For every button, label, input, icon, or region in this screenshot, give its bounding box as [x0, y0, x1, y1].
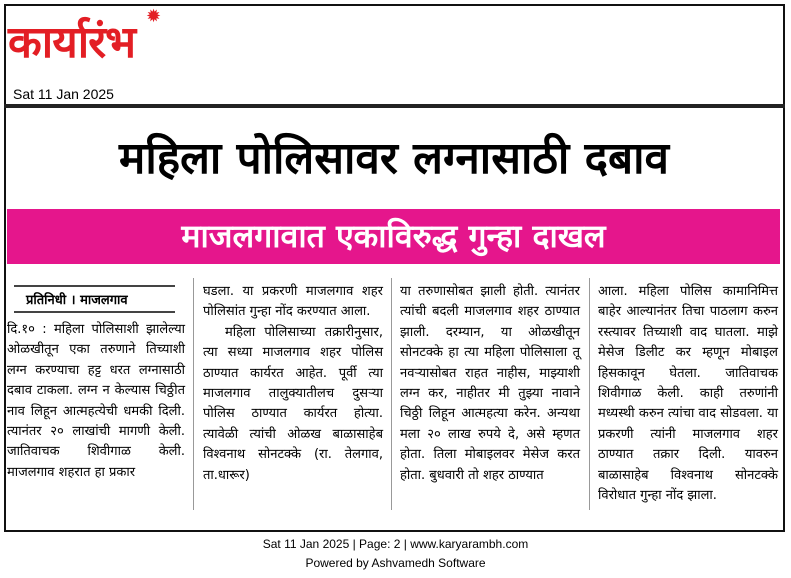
byline: प्रतिनिधी । माजलगाव — [14, 285, 175, 313]
paragraph: आला. महिला पोलिस कामानिमित्त बाहेर आल्यानंतर तिचा पाठलाग करुन रस्त्यावर तिच्याशी वाद घातला. माझे मेसेज डिलीट कर म्हणून मोबाइल हिसकावून घेतला. जातिवाचक शिवीगाळ केली. काही तरुणांनी मध्यस्थी करुन त्यांचा वाद सोडवला. या प्रकरणी त्यांनी माजलगाव शहर ठाण्यात तक्रार दिली. यावरुन बाळासाहेब विश्वनाथ सोनटक्के विरोधात गुन्हा नोंद झाला. — [598, 284, 778, 504]
logo-text: कार्यारंभ — [8, 17, 136, 68]
article-column-1 — [7, 320, 185, 483]
paragraph: घडला. या प्रकरणी माजलगाव शहर पोलिसांत गुन्हा नोंद करण्यात आला. — [203, 284, 383, 320]
column-divider — [391, 278, 392, 510]
article-column-2 — [203, 282, 383, 486]
column-divider — [589, 278, 590, 510]
column-divider — [193, 278, 194, 510]
article-column-3 — [400, 282, 580, 486]
paragraph: दि.१० : महिला पोलिसाशी झालेल्या ओळखीतून एका तरुणाने तिच्याशी लग्न करण्याचा हट्ट धरत लग्नासाठी दबाव टाकला. लग्न न केल्यास चिठ्ठीत नाव लिहून आत्महत्येची धमकी दिली. त्यानंतर २० लाखांची मागणी केली. जातिवाचक शिवीगाळ केली. माजलगाव शहरात हा प्रकार — [7, 322, 185, 480]
subheadline-banner — [7, 209, 780, 264]
article-subheadline: माजलगावात एकाविरुद्ध गुन्हा दाखल — [181, 217, 606, 255]
article-column-4 — [598, 282, 778, 506]
publication-logo — [8, 6, 161, 82]
footer-credit: Powered by Ashvamedh Software — [305, 556, 486, 570]
sun-icon: ✹ — [146, 6, 161, 27]
header-divider — [4, 104, 785, 108]
article-headline: महिला पोलिसावर लग्नासाठी दबाव — [119, 133, 669, 184]
edition-date: Sat 11 Jan 2025 — [13, 86, 114, 102]
footer-info: Sat 11 Jan 2025 | Page: 2 | www.karyarambh.com — [262, 537, 529, 551]
paragraph: या तरुणासोबत झाली होती. त्यानंतर त्यांची बदली माजलगाव शहर ठाण्यात झाली. दरम्यान, या ओळखीतून सोनटक्के हा त्या महिला पोलिसाला तू नवऱ्यासोबत राहत नाहीस, माझ्याशी लग्न कर, नाहीतर मी तुझ्या नावाने चिठ्ठी लिहून आत्महत्या करेन. अन्यथा मला २० लाख रुपये दे, असे म्हणत होता. तिला मोबाइलवर मेसेज करत होता. बुधवारी तो शहर ठाण्यात — [400, 284, 580, 483]
paragraph: महिला पोलिसाच्या तक्रारीनुसार, त्या सध्या माजलगाव शहर पोलिस ठाण्यात कार्यरत आहेत. पूर्वी त्या माजलगाव तालुक्यातीलच दुसऱ्या पोलिस ठाण्यात कार्यरत होत्या. त्यावेळी त्यांची ओळख बाळासाहेब विश्वनाथ सोनटक्के (रा. तेलगाव, ता.धारूर) — [203, 324, 383, 483]
